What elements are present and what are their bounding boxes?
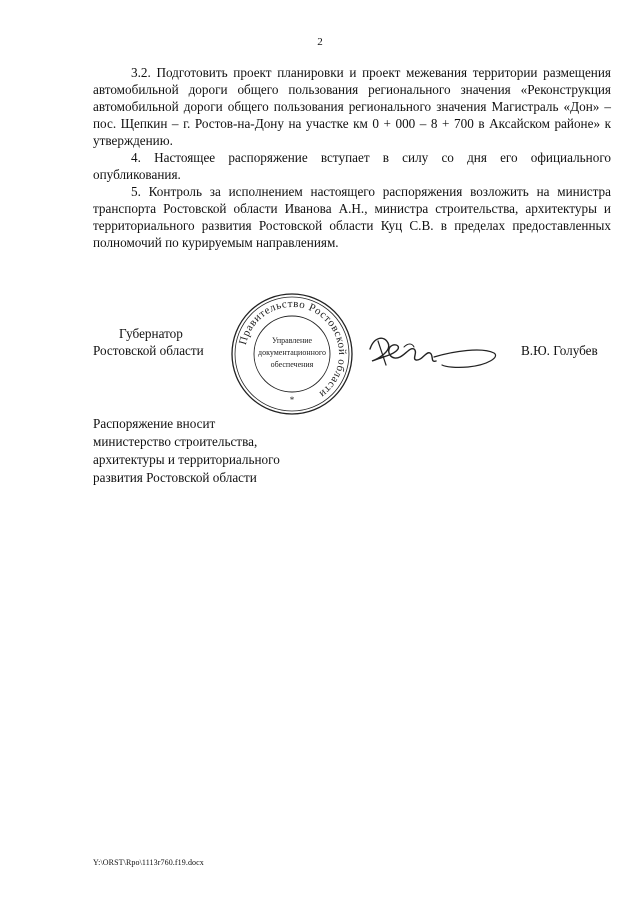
signatory-title-line2: Ростовской области xyxy=(93,343,204,358)
seal-outer-text: Правительство Ростовской области xyxy=(236,297,349,401)
paragraph-5: 5. Контроль за исполнением настоящего распоряжения возложить на министра транспорта Ростовской области Иванова А.Н., министра строительства, архитектуры и территориального развития Ростовской области Куц С.В. в пределах предоставленных полномочий по курируемым направлениям. xyxy=(93,184,611,250)
footer-file-path: Y:\ORST\Rpo\1113r760.f19.docx xyxy=(93,858,204,867)
paragraph-3-2: 3.2. Подготовить проект планировки и проект межевания территории размещения автомобильной дороги общего пользования регионального значения «Реконструкция автомобильной дороги общего пользования регионального значения Магистраль «Дон» – пос. Щепкин – г. Ростов-на-Дону на участке км 0 + 000 – 8 + 700 в Аксайском районе» к утверждению. xyxy=(93,65,611,148)
signatory-title xyxy=(93,325,204,359)
seal-inner-line3: обеспечения xyxy=(270,360,314,369)
submitter-line3: архитектуры и территориального xyxy=(93,452,280,467)
handwritten-signature xyxy=(364,327,504,377)
page-number: 2 xyxy=(317,36,323,48)
seal-inner-line1: Управление xyxy=(271,336,313,345)
seal-star: * xyxy=(289,395,295,405)
submitter-line4: развития Ростовской области xyxy=(93,470,257,485)
document-body xyxy=(93,64,611,251)
submitter-line1: Распоряжение вносит xyxy=(93,416,216,431)
seal-inner-line2: документационного xyxy=(258,348,326,357)
paragraph-4: 4. Настоящее распоряжение вступает в силу со дня его официального опубликования. xyxy=(93,150,611,182)
signatory-title-line1: Губернатор xyxy=(119,326,183,341)
submitter-note xyxy=(93,415,280,487)
signatory-name: В.Ю. Голубев xyxy=(521,343,598,358)
submitter-line2: министерство строительства, xyxy=(93,434,258,449)
official-seal xyxy=(229,291,355,417)
